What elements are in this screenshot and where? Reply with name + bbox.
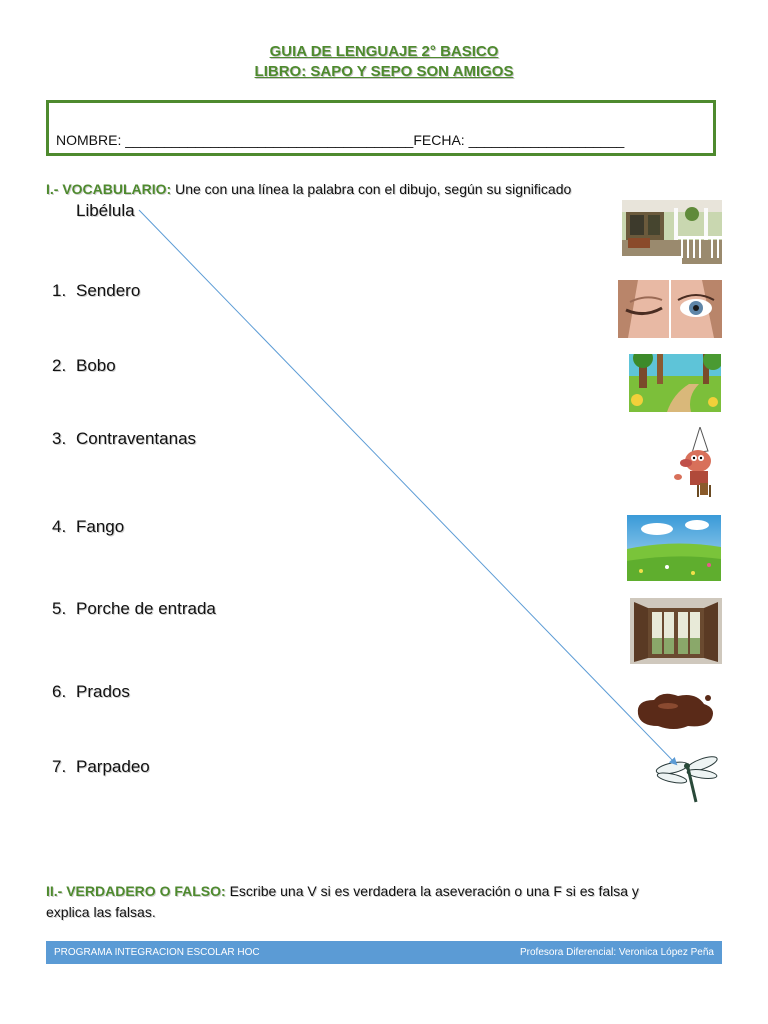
vocab-item-word: Prados: [76, 682, 130, 701]
vocab-item-word: Porche de entrada: [76, 599, 216, 618]
name-label: NOMBRE:: [56, 132, 126, 148]
example-word: Libélula: [76, 201, 135, 220]
date-label: FECHA:: [413, 132, 469, 148]
name-blank[interactable]: _____________________________________: [125, 132, 414, 148]
section-true-false-label: II.- VERDADERO O FALSO:: [46, 883, 226, 899]
footer-program: PROGRAMA INTEGRACION ESCOLAR HOC: [54, 947, 260, 958]
vocab-item-number: 5.: [52, 599, 67, 618]
vocab-item-word: Parpadeo: [76, 757, 150, 776]
section-true-false-instruction: Escribe una V si es verdadera la aseveración o una F si es falsa y: [225, 883, 639, 899]
section-true-false-heading: [46, 883, 639, 899]
vocab-item-number: 7.: [52, 757, 67, 776]
vocab-item-number: 4.: [52, 517, 67, 536]
vocab-item-word: Sendero: [76, 281, 141, 300]
vocab-item-word: Fango: [76, 517, 125, 536]
worksheet-title: GUIA DE LENGUAJE 2° BASICO: [269, 43, 499, 60]
connector-line: [139, 210, 676, 764]
vocab-item-word: Bobo: [76, 356, 116, 375]
vocab-item-number: 1.: [52, 281, 67, 300]
vocab-item-number: 2.: [52, 356, 67, 375]
section-true-false-instruction-cont: explica las falsas.: [46, 904, 156, 920]
page-footer: [46, 941, 722, 964]
vocab-item-number: 3.: [52, 429, 67, 448]
vocab-item-number: 6.: [52, 682, 67, 701]
section-vocabulary-instruction: Une con una línea la palabra con el dibujo, según su significado: [171, 181, 572, 197]
date-blank[interactable]: ____________________: [468, 132, 625, 148]
section-vocabulary-label: I.- VOCABULARIO:: [46, 181, 172, 197]
footer-teacher: Profesora Diferencial: Veronica López Peña: [519, 947, 714, 958]
worksheet-subtitle: LIBRO: SAPO Y SEPO SON AMIGOS: [254, 63, 514, 80]
vocab-item-word: Contraventanas: [76, 429, 197, 448]
